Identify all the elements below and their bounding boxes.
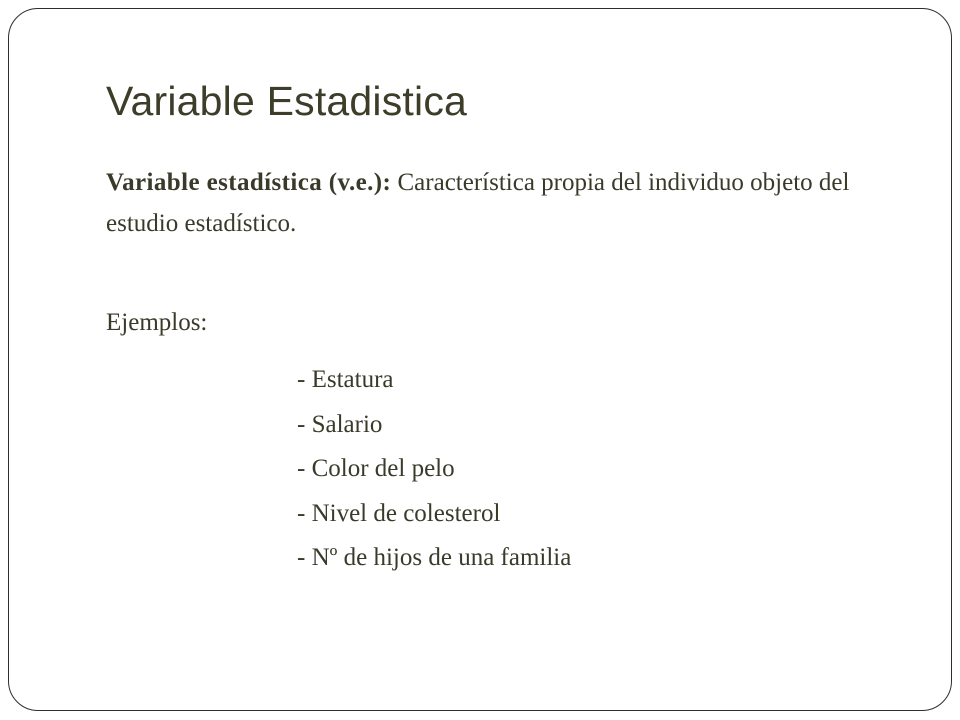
example-item: - Estatura bbox=[297, 366, 394, 393]
definition-term: Variable estadística (v.e.): bbox=[106, 169, 392, 196]
definition-text: Característica propia del individuo objeto del estudio estadístico. bbox=[106, 169, 850, 237]
examples-list bbox=[297, 358, 571, 581]
example-item: - Salario bbox=[297, 410, 383, 438]
slide-title: Variable Estadistica bbox=[106, 78, 468, 124]
example-item: - Color del pelo bbox=[297, 455, 455, 482]
definition-paragraph bbox=[106, 162, 866, 244]
example-item: - Nivel de colesterol bbox=[297, 499, 501, 527]
examples-label: Ejemplos: bbox=[106, 309, 208, 336]
example-item: - Nº de hijos de una familia bbox=[297, 544, 572, 571]
